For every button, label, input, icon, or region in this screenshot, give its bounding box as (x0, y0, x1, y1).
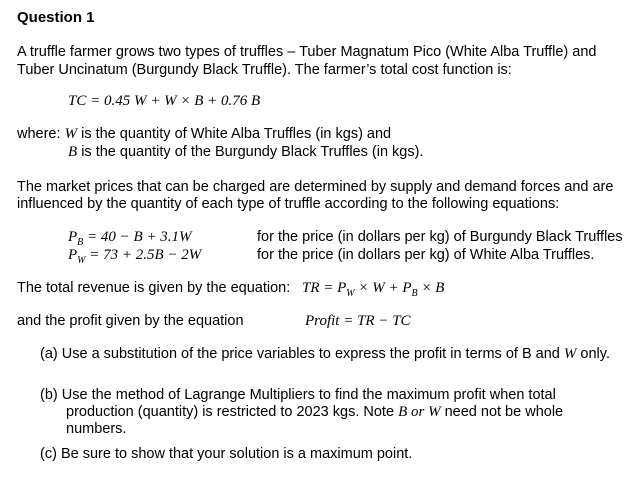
price-desc-burgundy: for the price (in dollars per kg) of Burgundy Black Truffles (257, 229, 623, 245)
price-equation-burgundy: $P_B = 40 - B + 3.1W$ (68, 229, 192, 248)
question-heading: Question 1 (17, 9, 95, 26)
price-desc-white: for the price (in dollars per kg) of White Alba Truffles. (257, 247, 595, 263)
intro-line-1: A truffle farmer grows two types of truffles – Tuber Magnatum Pico (White Alba Truffle) and (17, 44, 597, 60)
market-line-2: influenced by the quantity of each type of truffle according to the following equations: (17, 196, 560, 212)
profit-equation: Profit = TR − TC (305, 313, 411, 329)
part-b-line-3: numbers. (66, 421, 127, 437)
part-a: (a) Use a substitution of the price variables to express the profit in terms of B and W only. (40, 346, 610, 362)
part-b-line-1: (b) Use the method of Lagrange Multipliers to find the maximum profit when total (40, 387, 556, 403)
cost-equation: TC = 0.45 W + W × B + 0.76 B (68, 93, 261, 109)
intro-line-2: Tuber Uncinatum (Burgundy Black Truffle). The farmer’s total cost function is: (17, 62, 512, 78)
where-line-2: B is the quantity of the Burgundy Black Truffles (in kgs). (68, 144, 424, 160)
revenue-text: The total revenue is given by the equation: (17, 280, 291, 296)
part-b-line-2: production (quantity) is restricted to 2023 kgs. Note B or W need not be whole (66, 404, 564, 420)
market-line-1: The market prices that can be charged are determined by supply and demand forces and are (17, 179, 614, 195)
profit-text: and the profit given by the equation (17, 313, 244, 329)
price-equation-white: $P_W = 73 + 2.5B - 2W$ (68, 247, 202, 266)
part-c: (c) Be sure to show that your solution is a maximum point. (40, 446, 413, 462)
where-line-1: where: W is the quantity of White Alba Truffles (in kgs) and (17, 126, 392, 142)
revenue-equation: TR = $P_W \times W + P_B \times B$ (302, 280, 445, 299)
